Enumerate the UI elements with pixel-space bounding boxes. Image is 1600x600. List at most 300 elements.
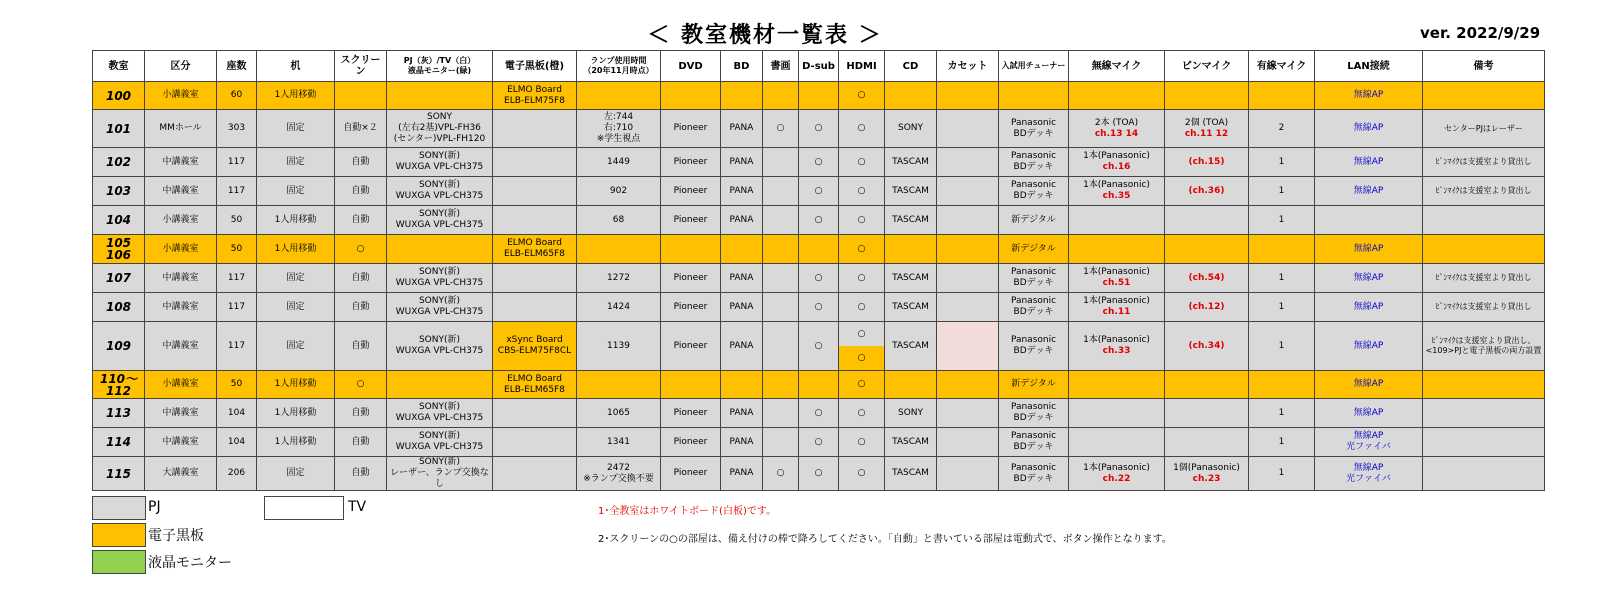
cell-screen: 自動 [335,457,387,491]
cell-screen: 自動 [335,322,387,371]
cell-lamp: 左:744 右:710 ※学生視点 [577,110,661,148]
cell-doc [763,264,799,293]
cell-wired [1249,235,1315,264]
cell-dvd: Pioneer [661,264,721,293]
cell-cd: TASCAM [885,264,937,293]
cell-cd: TASCAM [885,322,937,371]
cell-hdmi: ○ [839,399,885,428]
cell-cassette [937,82,999,110]
cell-tuner: Panasonic BDデッキ [999,177,1069,206]
table-row [93,235,1545,264]
cell-cassette [937,110,999,148]
cell-cd: TASCAM [885,177,937,206]
cell-lan: 無線AP [1315,293,1423,322]
cell-dvd: Pioneer [661,110,721,148]
cell-wired: 1 [1249,457,1315,491]
hdmi-mark-board: ○ [839,346,884,370]
cell-wired: 1 [1249,293,1315,322]
cell-desk: 1人用移動 [257,235,335,264]
cell-cassette [937,399,999,428]
cell-tuner: Panasonic BDデッキ [999,428,1069,457]
mic-channel: ch.11 12 [1184,128,1229,139]
table-row [93,148,1545,177]
cell-seats: 303 [217,110,257,148]
table-row [93,428,1545,457]
cell-desk: 固定 [257,110,335,148]
cell-lamp: 1065 [577,399,661,428]
table-row [93,177,1545,206]
cell-seats: 117 [217,148,257,177]
cell-hdmi: ○ [839,293,885,322]
cell-cd: SONY [885,110,937,148]
mic-channel: ch.35 [1102,191,1131,201]
mic-channel: ch.51 [1102,278,1131,288]
cell-pinmic [1165,235,1249,264]
cell-pj: SONY (左右2基)VPL-FH36 (センター)VPL-FH120 [387,110,493,148]
cell-tuner: Panasonic BDデッキ [999,110,1069,148]
cell-board [493,110,577,148]
cell-type: 小講義室 [145,371,217,399]
cell-bd: PANA [721,457,763,491]
cell-desk: 固定 [257,264,335,293]
cell-screen: 自動 [335,206,387,235]
column-header: カセット [937,51,999,82]
cell-desk: 固定 [257,457,335,491]
legend-swatch [92,550,146,574]
cell-type: 小講義室 [145,235,217,264]
cell-type: 大講義室 [145,457,217,491]
cell-cassette [937,177,999,206]
column-header: 書画 [763,51,799,82]
cell-pj: SONY(新) WUXGA VPL-CH375 [387,322,493,371]
cell-desk: 固定 [257,293,335,322]
mic-channel: ch.16 [1102,162,1131,172]
cell-desk: 固定 [257,322,335,371]
cell-doc [763,399,799,428]
cell-cassette [937,206,999,235]
cell-type: 小講義室 [145,206,217,235]
cell-wmic [1069,322,1165,371]
cell-bd: PANA [721,322,763,371]
cell-room: 103 [93,177,145,206]
cell-hdmi: ○ [839,264,885,293]
cell-screen: ○ [335,235,387,264]
column-header: 電子黒板(橙) [493,51,577,82]
cell-note [1423,206,1545,235]
cell-wmic [1069,177,1165,206]
cell-lamp: 1424 [577,293,661,322]
cell-lan: 無線AP [1315,82,1423,110]
cell-lamp: 2472 ※ランプ交換不要 [577,457,661,491]
cell-dvd: Pioneer [661,206,721,235]
cell-note: ﾋﾟﾝﾏｲｸは支援室より貸出し [1423,177,1545,206]
cell-cassette [937,235,999,264]
cell-seats: 50 [217,206,257,235]
cell-bd: PANA [721,148,763,177]
mic-model: 2個 (TOA) [1184,117,1229,128]
cell-bd: PANA [721,399,763,428]
cell-seats: 60 [217,82,257,110]
cell-lamp: 1341 [577,428,661,457]
cell-tuner: Panasonic BDデッキ [999,457,1069,491]
column-header: BD [721,51,763,82]
cell-board: ELMO Board ELB-ELM75F8 [493,82,577,110]
cell-type: 中講義室 [145,264,217,293]
mic-model: 1本(Panasonic) [1083,335,1150,345]
hdmi-mark: ○ [857,329,866,339]
cell-bd [721,82,763,110]
cell-wired: 1 [1249,177,1315,206]
cell-room: 108 [93,293,145,322]
cell-wmic [1069,457,1165,491]
cell-doc [763,322,799,371]
cell-wmic [1069,235,1165,264]
cell-dvd [661,371,721,399]
cell-dsub: ○ [799,177,839,206]
cell-bd: PANA [721,110,763,148]
cell-tuner: 新デジタル [999,371,1069,399]
footnote-2: 2･スクリーンの○の部屋は、備え付けの棒で降ろしてください。「自動」と書いている部屋は電動式で、ボタン操作となります。 [598,534,1172,545]
cell-cassette [937,457,999,491]
cell-dsub [799,235,839,264]
cell-note [1423,457,1545,491]
table-body [93,82,1545,491]
table-row [93,82,1545,110]
cell-pj: SONY(新) レーザー、ランプ交換なし [387,457,493,491]
cell-board [493,457,577,491]
cell-dsub: ○ [799,322,839,371]
cell-cassette [937,322,999,371]
cell-wmic [1069,148,1165,177]
cell-lamp: 902 [577,177,661,206]
cell-room: 113 [93,399,145,428]
mic-model: 1本(Panasonic) [1083,267,1150,277]
mic-channel: ch.13 14 [1094,128,1139,139]
cell-cd: TASCAM [885,457,937,491]
cell-pj [387,235,493,264]
cell-hdmi: ○ [839,371,885,399]
cell-cassette [937,371,999,399]
cell-room: 105 106 [93,235,145,264]
cell-lan: 無線AP [1315,371,1423,399]
cell-board [493,148,577,177]
cell-lan: 無線AP [1315,110,1423,148]
cell-cassette [937,264,999,293]
cell-screen: 自動 [335,177,387,206]
cell-lan: 無線AP [1315,177,1423,206]
cell-room: 115 [93,457,145,491]
cell-room: 114 [93,428,145,457]
legend-swatch [92,523,146,547]
cell-board [493,177,577,206]
column-header: D-sub [799,51,839,82]
mic-model: 2本 (TOA) [1094,117,1139,128]
mic-model: 1本(Panasonic) [1083,462,1150,473]
cell-bd: PANA [721,264,763,293]
cell-screen: 自動×２ [335,110,387,148]
cell-pj: SONY(新) WUXGA VPL-CH375 [387,177,493,206]
cell-seats: 117 [217,322,257,371]
cell-pj: SONY(新) WUXGA VPL-CH375 [387,206,493,235]
cell-wired: 1 [1249,428,1315,457]
cell-pj: SONY(新) WUXGA VPL-CH375 [387,428,493,457]
cell-lamp [577,371,661,399]
header-row [93,51,1545,82]
cell-seats: 104 [217,399,257,428]
legend-label: PJ [148,499,161,515]
column-header: 無線マイク [1069,51,1165,82]
cell-type: 中講義室 [145,148,217,177]
cell-screen: ○ [335,371,387,399]
cell-pinmic [1165,399,1249,428]
column-header: ランプ使用時間 （20年11月時点） [577,51,661,82]
cell-desk: 1人用移動 [257,371,335,399]
column-header: ピンマイク [1165,51,1249,82]
cell-cd: TASCAM [885,428,937,457]
cell-pinmic: (ch.34) [1165,322,1249,371]
cell-desk: 1人用移動 [257,206,335,235]
cell-type: 中講義室 [145,399,217,428]
cell-pinmic [1165,110,1249,148]
cell-screen: 自動 [335,293,387,322]
cell-wmic [1069,206,1165,235]
cell-doc [763,82,799,110]
column-header: 教室 [93,51,145,82]
legend-label: 液晶モニター [148,555,232,571]
cell-doc [763,206,799,235]
cell-hdmi: ○ [839,428,885,457]
mic-model: 1個(Panasonic) [1173,462,1240,473]
cell-dvd: Pioneer [661,177,721,206]
cell-doc [763,428,799,457]
cell-desk: 1人用移動 [257,82,335,110]
cell-type: 中講義室 [145,322,217,371]
cell-wmic [1069,293,1165,322]
cell-screen: 自動 [335,399,387,428]
cell-hdmi: ○ [839,457,885,491]
cell-cd: TASCAM [885,293,937,322]
cell-doc [763,177,799,206]
cell-wmic [1069,371,1165,399]
cell-wired [1249,82,1315,110]
footnote-1: 1･全教室はホワイトボード(白板)です。 [598,506,777,517]
cell-lamp: 1139 [577,322,661,371]
cell-note [1423,399,1545,428]
cell-dvd: Pioneer [661,399,721,428]
mic-model: 1本(Panasonic) [1083,296,1150,306]
column-header: HDMI [839,51,885,82]
cell-room: 104 [93,206,145,235]
table-row [93,264,1545,293]
mic-channel: ch.23 [1192,473,1221,484]
cell-note [1423,235,1545,264]
cell-hdmi [839,322,885,371]
cell-desk: 1人用移動 [257,428,335,457]
cell-hdmi: ○ [839,82,885,110]
legend-swatch [264,496,344,520]
cell-board: xSync Board CBS-ELM75F8CL [493,322,577,371]
cell-pj: SONY(新) WUXGA VPL-CH375 [387,148,493,177]
cell-cassette [937,428,999,457]
cell-dvd: Pioneer [661,148,721,177]
cell-seats: 117 [217,293,257,322]
cell-cd [885,82,937,110]
cell-pinmic [1165,428,1249,457]
cell-type: 中講義室 [145,177,217,206]
cell-cd [885,235,937,264]
cell-lan: 無線AP [1315,148,1423,177]
table-row [93,206,1545,235]
cell-room: 100 [93,82,145,110]
table-row [93,322,1545,371]
cell-wmic [1069,82,1165,110]
column-header: 区分 [145,51,217,82]
cell-screen: 自動 [335,264,387,293]
table-row [93,293,1545,322]
cell-wmic [1069,264,1165,293]
cell-cassette [937,148,999,177]
equipment-table [92,50,1545,491]
legend-swatch [92,496,146,520]
cell-pinmic [1165,206,1249,235]
cell-cd: TASCAM [885,148,937,177]
cell-pj: SONY(新) WUXGA VPL-CH375 [387,264,493,293]
cell-board [493,293,577,322]
cell-tuner: Panasonic BDデッキ [999,264,1069,293]
cell-tuner: Panasonic BDデッキ [999,148,1069,177]
cell-cd: TASCAM [885,206,937,235]
cell-desk: 1人用移動 [257,399,335,428]
cell-wired [1249,371,1315,399]
column-header: 有線マイク [1249,51,1315,82]
mic-channel: ch.11 [1102,307,1131,317]
cell-tuner: Panasonic BDデッキ [999,399,1069,428]
cell-dvd: Pioneer [661,293,721,322]
mic-model: 1本(Panasonic) [1083,180,1150,190]
cell-desk: 固定 [257,148,335,177]
cell-pinmic: (ch.12) [1165,293,1249,322]
cell-screen: 自動 [335,148,387,177]
cell-lamp [577,82,661,110]
cell-pinmic [1165,371,1249,399]
column-header: スクリーン [335,51,387,82]
cell-note [1423,428,1545,457]
cell-dsub: ○ [799,110,839,148]
cell-tuner: 新デジタル [999,235,1069,264]
cell-note: ﾋﾟﾝﾏｲｸは支援室より貸出し、 <109>PJと電子黒板の両方設置 [1423,322,1545,371]
cell-board [493,428,577,457]
cell-dsub [799,371,839,399]
cell-type: 中講義室 [145,428,217,457]
table-header [93,51,1545,82]
cell-note [1423,371,1545,399]
column-header: CD [885,51,937,82]
cell-pj: SONY(新) WUXGA VPL-CH375 [387,399,493,428]
cell-cd: SONY [885,399,937,428]
cell-bd: PANA [721,293,763,322]
column-header: DVD [661,51,721,82]
cell-dsub: ○ [799,206,839,235]
page-title: ＜ 教室機材一覧表 ＞ [647,23,883,48]
cell-wired: 1 [1249,148,1315,177]
cell-board [493,264,577,293]
cell-lamp: 1272 [577,264,661,293]
cell-dsub: ○ [799,148,839,177]
cell-seats: 104 [217,428,257,457]
cell-doc [763,235,799,264]
table-row [93,399,1545,428]
cell-dsub: ○ [799,264,839,293]
cell-lan: 無線AP [1315,322,1423,371]
cell-pj [387,82,493,110]
cell-board [493,206,577,235]
cell-cd [885,371,937,399]
cell-bd [721,371,763,399]
table-row [93,371,1545,399]
cell-dsub [799,82,839,110]
cell-pj: SONY(新) WUXGA VPL-CH375 [387,293,493,322]
cell-seats: 50 [217,371,257,399]
cell-lan: 無線AP 光ファイバ [1315,457,1423,491]
cell-hdmi: ○ [839,177,885,206]
cell-lamp: 68 [577,206,661,235]
mic-channel: ch.22 [1102,473,1131,484]
cell-type: MMホール [145,110,217,148]
cell-room: 110〜 112 [93,371,145,399]
cell-wired: 1 [1249,264,1315,293]
mic-channel: ch.33 [1102,346,1131,356]
cell-lan: 無線AP [1315,264,1423,293]
cell-bd: PANA [721,177,763,206]
cell-bd: PANA [721,428,763,457]
cell-dvd: Pioneer [661,457,721,491]
cell-lan [1315,206,1423,235]
cell-note: センターPJはレーザー [1423,110,1545,148]
cell-bd: PANA [721,206,763,235]
cell-note: ﾋﾟﾝﾏｲｸは支援室より貸出し [1423,264,1545,293]
cell-tuner: Panasonic BDデッキ [999,322,1069,371]
cell-tuner [999,82,1069,110]
cell-room: 109 [93,322,145,371]
cell-wired: 1 [1249,322,1315,371]
cell-dsub: ○ [799,457,839,491]
cell-bd [721,235,763,264]
cell-hdmi: ○ [839,110,885,148]
cell-wmic [1069,399,1165,428]
cell-doc: ○ [763,110,799,148]
cell-pinmic: (ch.15) [1165,148,1249,177]
cell-hdmi: ○ [839,148,885,177]
cell-pinmic: (ch.54) [1165,264,1249,293]
cell-doc: ○ [763,457,799,491]
cell-lamp: 1449 [577,148,661,177]
cell-doc [763,148,799,177]
cell-board: ELMO Board ELB-ELM65F8 [493,235,577,264]
cell-type: 中講義室 [145,293,217,322]
cell-doc [763,293,799,322]
cell-wired: 1 [1249,206,1315,235]
cell-dsub: ○ [799,428,839,457]
legend-label: 電子黒板 [148,528,204,544]
cell-screen: 自動 [335,428,387,457]
cell-dvd [661,82,721,110]
cell-room: 107 [93,264,145,293]
cell-wmic [1069,110,1165,148]
cell-board: ELMO Board ELB-ELM65F8 [493,371,577,399]
table-row [93,457,1545,491]
column-header: 座数 [217,51,257,82]
cell-dvd: Pioneer [661,428,721,457]
